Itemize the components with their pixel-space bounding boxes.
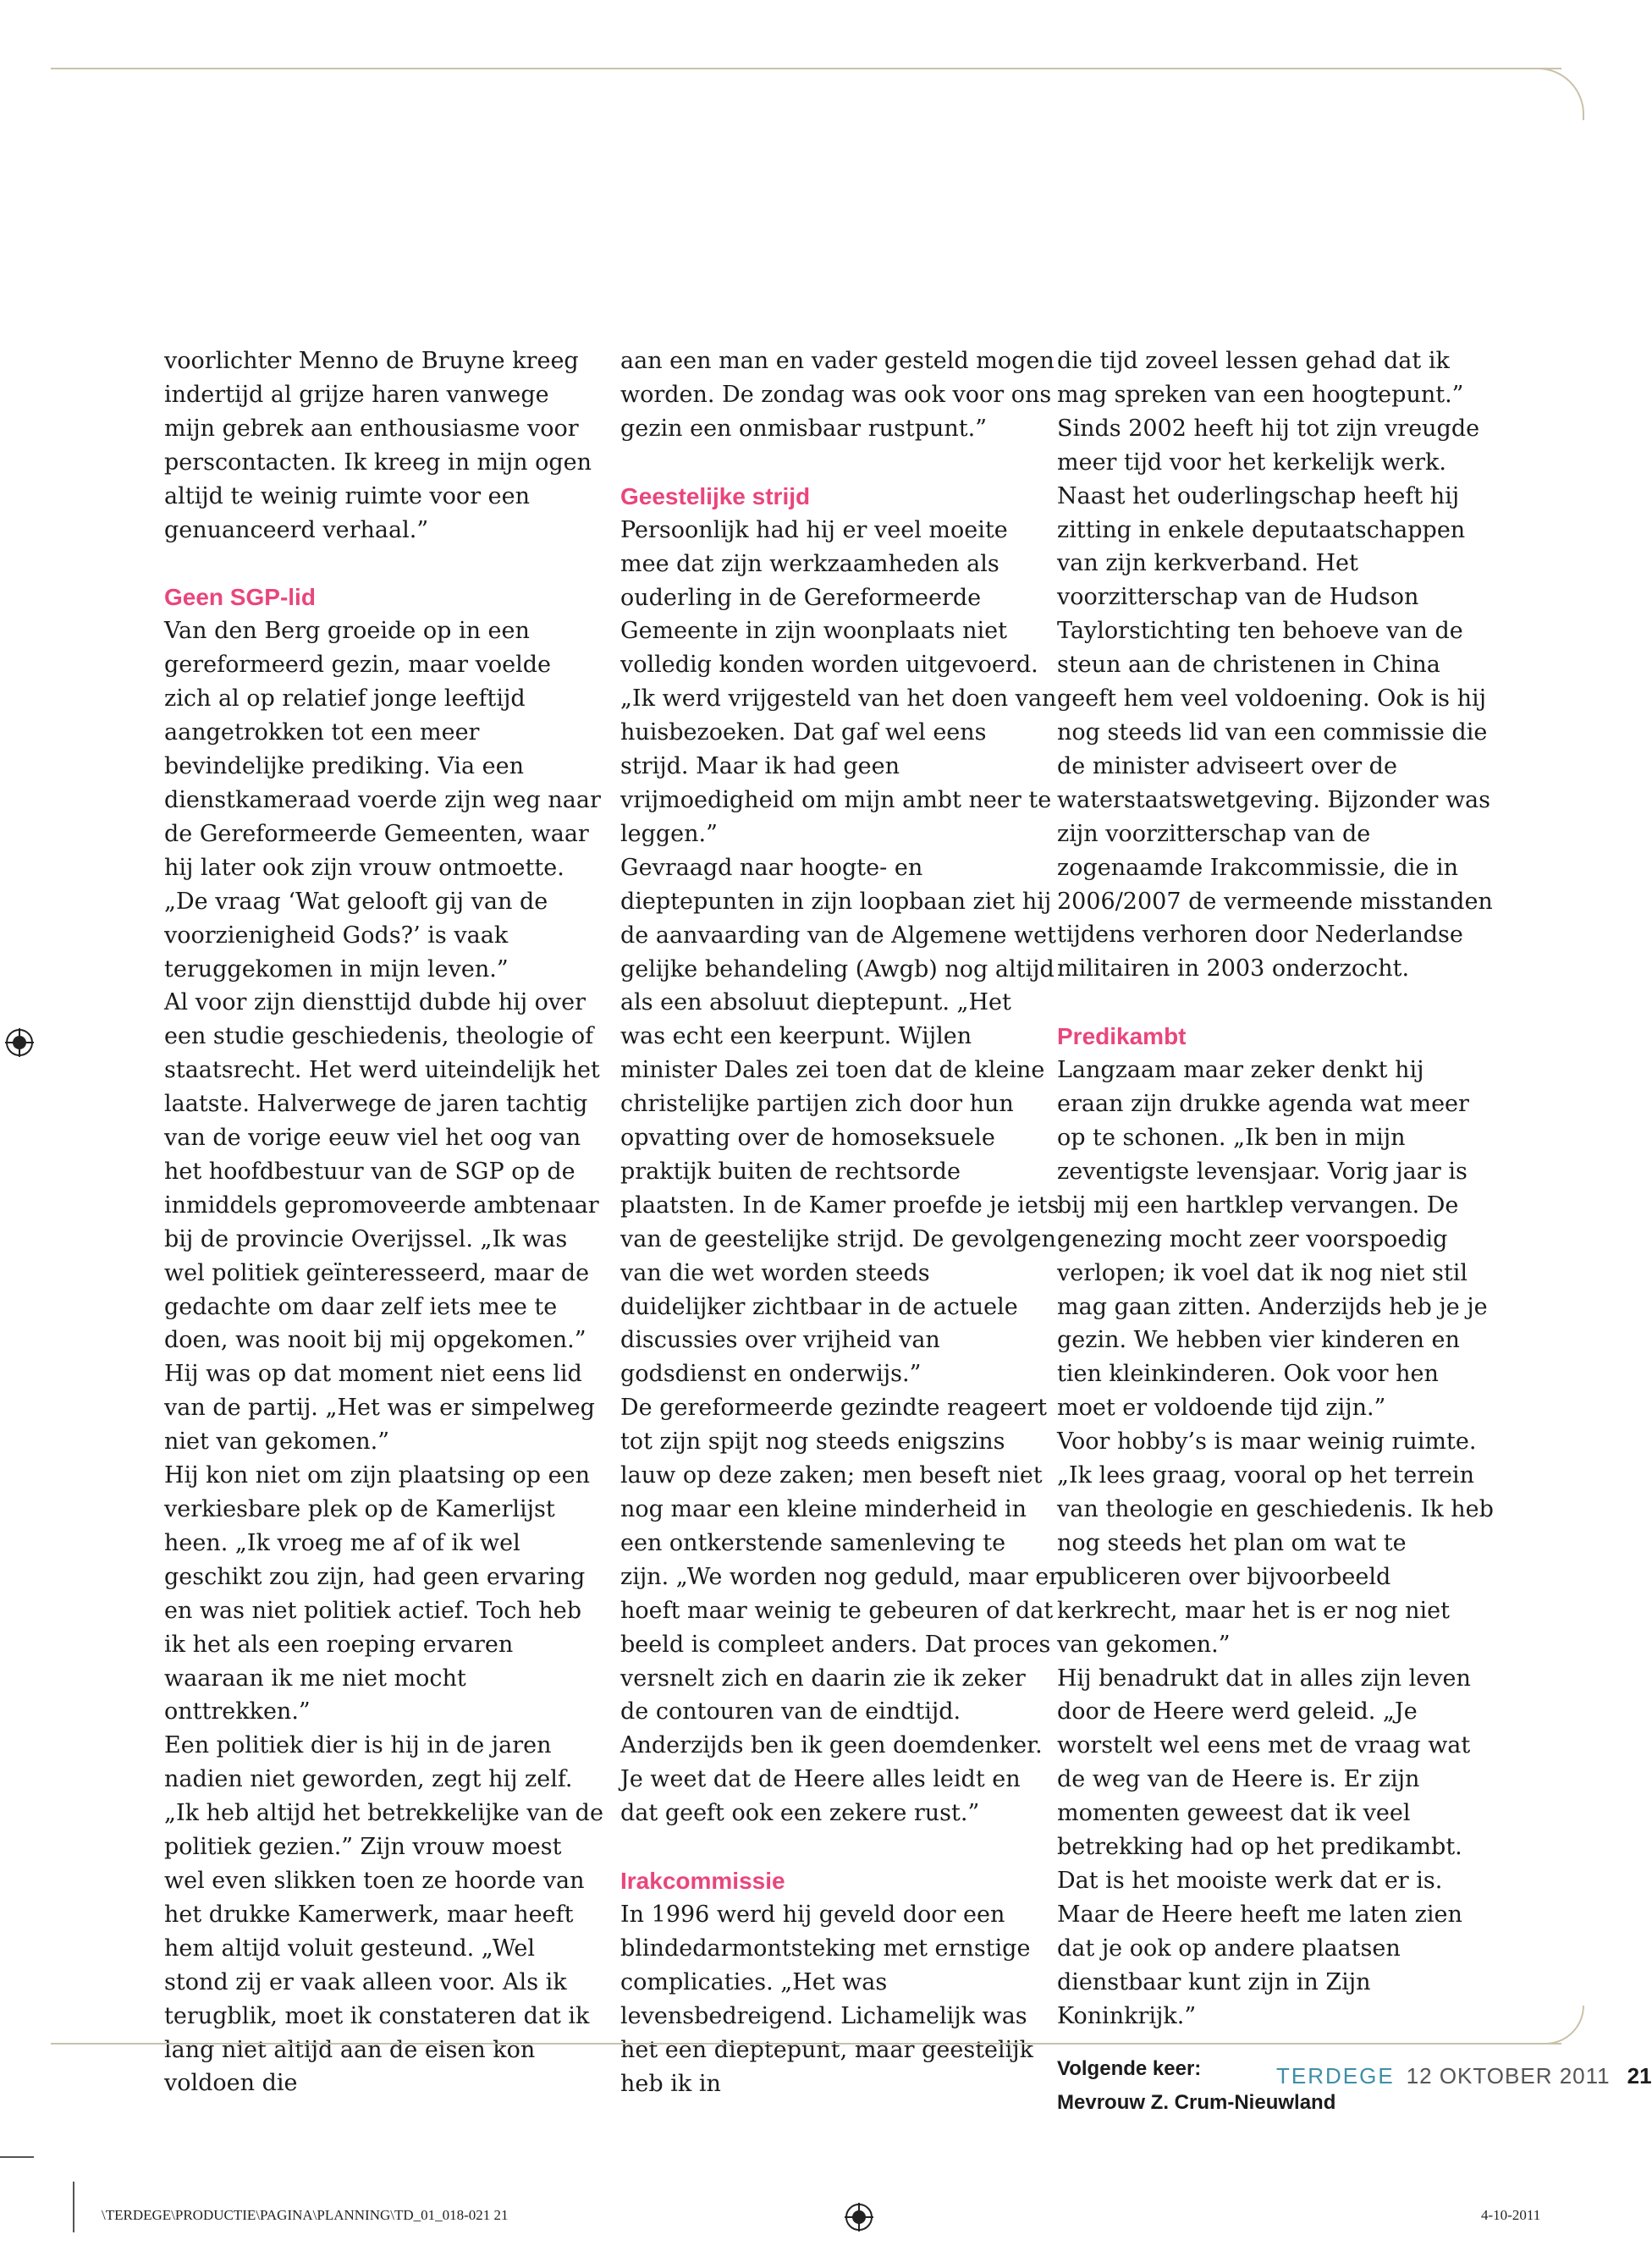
production-slug-date: 4-10-2011 — [1481, 2207, 1541, 2223]
bottom-trim-line — [51, 2043, 1561, 2045]
paragraph: Gevraagd naar hoogte- en dieptepunten in zijn loopbaan ziet hij de aanvaarding van de Algemene wet gelijke behandeling (Awgb) nog altijd als een absoluut dieptepunt. „Het was echt een keerpunt. Wijlen minister Dales zei toen dat de kleine christelijke partijen zich door hun opvatting over de homoseksuele praktijk buiten de rechtsorde plaatsten. In de Kamer proefde je iets van de geestelijke strijd. De gevolgen van die wet worden steeds duidelijker zichtbaar in de actuele discussies over vrijheid van godsdienst en onderwijs.” — [620, 854, 1060, 1388]
bottom-trim-corner — [1515, 2006, 1584, 2045]
page-number: 21 — [1627, 2063, 1652, 2089]
paragraph: Hij benadrukt dat in alles zijn leven door de Heere werd geleid. „Je worstelt wel eens met de vraag wat de weg van de Heere is. Er zijn momenten geweest dat ik veel betrekking had op het predikambt. Dat is het mooiste werk dat er is. Maar de Heere heeft me laten zien dat je ook op andere plaatsen dienstbaar kunt zijn in Zijn Koninkrijk.” — [1057, 1665, 1471, 2029]
issue-date: 12 OKTOBER 2011 — [1406, 2063, 1611, 2089]
paragraph: In 1996 werd hij geveld door een blindedarmontsteking met ernstige complicaties. „Het was levensbedreigend. Lichamelijk was het een dieptepunt, maar geestelijk heb ik in — [620, 1902, 1034, 2097]
registration-mark-icon — [845, 2203, 873, 2232]
crop-mark-horizontal — [0, 2156, 34, 2158]
section-heading-geestelijke-strijd: Geestelijke strijd — [620, 482, 811, 509]
magazine-name: TERDEGE — [1276, 2063, 1395, 2089]
paragraph: voorlichter Menno de Bruyne kreeg indertijd al grijze haren vanwege mijn gebrek aan enthousiasme voor perscontacten. Ik kreeg in mijn ogen altijd te weinig ruimte voor een genuanceerd verhaal.” — [164, 348, 592, 543]
column-3 — [1057, 344, 1497, 2120]
paragraph: aan een man en vader gesteld mogen worden. De zondag was ook voor ons gezin een onmisbaar rustpunt.” — [620, 348, 1055, 442]
section-heading-geen-sgp-lid: Geen SGP-lid — [164, 584, 316, 611]
paragraph: die tijd zoveel lessen gehad dat ik mag spreken van een hoogtepunt.” — [1057, 348, 1464, 408]
paragraph: Sinds 2002 heeft hij tot zijn vreugde meer tijd voor het kerkelijk werk. Naast het ouderlingschap heeft hij zitting in enkele deputaatschappen van zijn kerkverband. Het voorzitterschap van de Hudson Taylorstichting ten behoeve van de steun aan de christenen in China geeft hem veel voldoening. Ook is hij nog steeds lid van een commissie die de minister adviseert over de waterstaatswetgeving. Bijzonder was zijn voorzitterschap van de zogenaamde Irakcommissie, die in 2006/2007 de vermeende misstanden tijdens verhoren door Nederlandse militairen in 2003 onderzocht. — [1057, 415, 1493, 982]
production-slug-path: \TERDEGE\PRODUCTIE\PAGINA\PLANNING\TD_01_018-021 21 — [102, 2207, 509, 2223]
crop-mark-vertical — [73, 2182, 74, 2232]
page-footer — [1276, 2063, 1652, 2089]
column-1 — [164, 344, 604, 2100]
top-trim-line — [51, 68, 1561, 69]
paragraph: Een politiek dier is hij in de jaren nadien niet geworden, zegt hij zelf. „Ik heb altijd het betrekkelijke van de politiek gezien.” Zijn vrouw moest wel even slikken toen ze hoorde van het drukke Kamerwerk, maar heeft hem altijd voluit gesteund. „Wel stond zij er vaak alleen voor. Als ik terugblik, moet ik constateren dat ik lang niet altijd aan de eisen kon voldoen die — [164, 1732, 603, 2097]
paragraph: Voor hobby’s is maar weinig ruimte. „Ik lees graag, vooral op het terrein van theologie en geschiedenis. Ik heb nog steeds het plan om wat te publiceren over bijvoorbeeld kerkrecht, maar het is er nog niet van gekomen.” — [1057, 1428, 1494, 1658]
paragraph: Van den Berg groeide op in een gereformeerd gezin, maar voelde zich al op relatief jonge leeftijd aangetrokken tot een meer bevindelijke prediking. Via een dienstkameraad voerde zijn weg naar de Gereformeerde Gemeenten, waar hij later ook zijn vrouw ontmoette. „De vraag ‘Wat gelooft gij van de voorzienigheid Gods?’ is vaak teruggekomen in mijn leven.” — [164, 618, 601, 982]
column-2 — [620, 344, 1060, 2101]
paragraph: De gereformeerde gezindte reageert tot zijn spijt nog steeds enigszins lauw op deze zaken; men beseft niet nog maar een kleine minderheid in een ontkerstende samenleving te zijn. „We worden nog geduld, maar er hoeft maar weinig te gebeuren of dat beeld is compleet anders. Dat proces versnelt zich en daarin zie ik zeker de contouren van de eindtijd. Anderzijds ben ik geen doemdenker. Je weet dat de Heere alles leidt en dat geeft ook een zekere rust.” — [620, 1395, 1060, 1827]
section-heading-predikambt: Predikambt — [1057, 1023, 1187, 1050]
paragraph: Langzaam maar zeker denkt hij eraan zijn drukke agenda wat meer op te schonen. „Ik ben in mijn zeventigste levensjaar. Vorig jaar is bij mij een hartklep vervangen. De genezing mocht zeer voorspoedig verlopen; ik voel dat ik nog niet stil mag gaan zitten. Anderzijds heb je je gezin. We hebben vier kinderen en tien kleinkinderen. Ook voor hen moet er voldoende tijd zijn.” — [1057, 1057, 1488, 1422]
next-time-label: Volgende keer: — [1057, 2056, 1202, 2080]
next-time-name: Mevrouw Z. Crum-Nieuwland — [1057, 2090, 1336, 2114]
paragraph: Hij kon niet om zijn plaatsing op een verkiesbare plek op de Kamerlijst heen. „Ik vroeg me af of ik wel geschikt zou zijn, had geen ervaring en was niet politiek actief. Toch heb ik het als een roeping ervaren waaraan ik me niet mocht onttrekken.” — [164, 1462, 590, 1725]
registration-mark-icon — [5, 1028, 34, 1057]
paragraph: Al voor zijn diensttijd dubde hij over een studie geschiedenis, theologie of staatsrecht. Het werd uiteindelijk het laatste. Halverwege de jaren tachtig van de vorige eeuw viel het oog van het hoofdbestuur van de SGP op de inmiddels gepromoveerde ambtenaar bij de provincie Overijssel. „Ik was wel politiek geïnteresseerd, maar de gedachte om daar zelf iets mee te doen, was nooit bij mij opgekomen.” Hij was op dat moment niet eens lid van de partij. „Het was er simpelweg niet van gekomen.” — [164, 989, 600, 1456]
paragraph: Persoonlijk had hij er veel moeite mee dat zijn werkzaamheden als ouderling in de Gereformeerde Gemeente in zijn woonplaats niet volledig konden worden uitgevoerd. „Ik werd vrijgesteld van het doen van huisbezoeken. Dat gaf wel eens strijd. Maar ik had geen vrijmoedigheid om mijn ambt neer te leggen.” — [620, 516, 1057, 847]
top-trim-corner — [1515, 68, 1584, 120]
section-heading-irakcommissie: Irakcommissie — [620, 1868, 785, 1895]
